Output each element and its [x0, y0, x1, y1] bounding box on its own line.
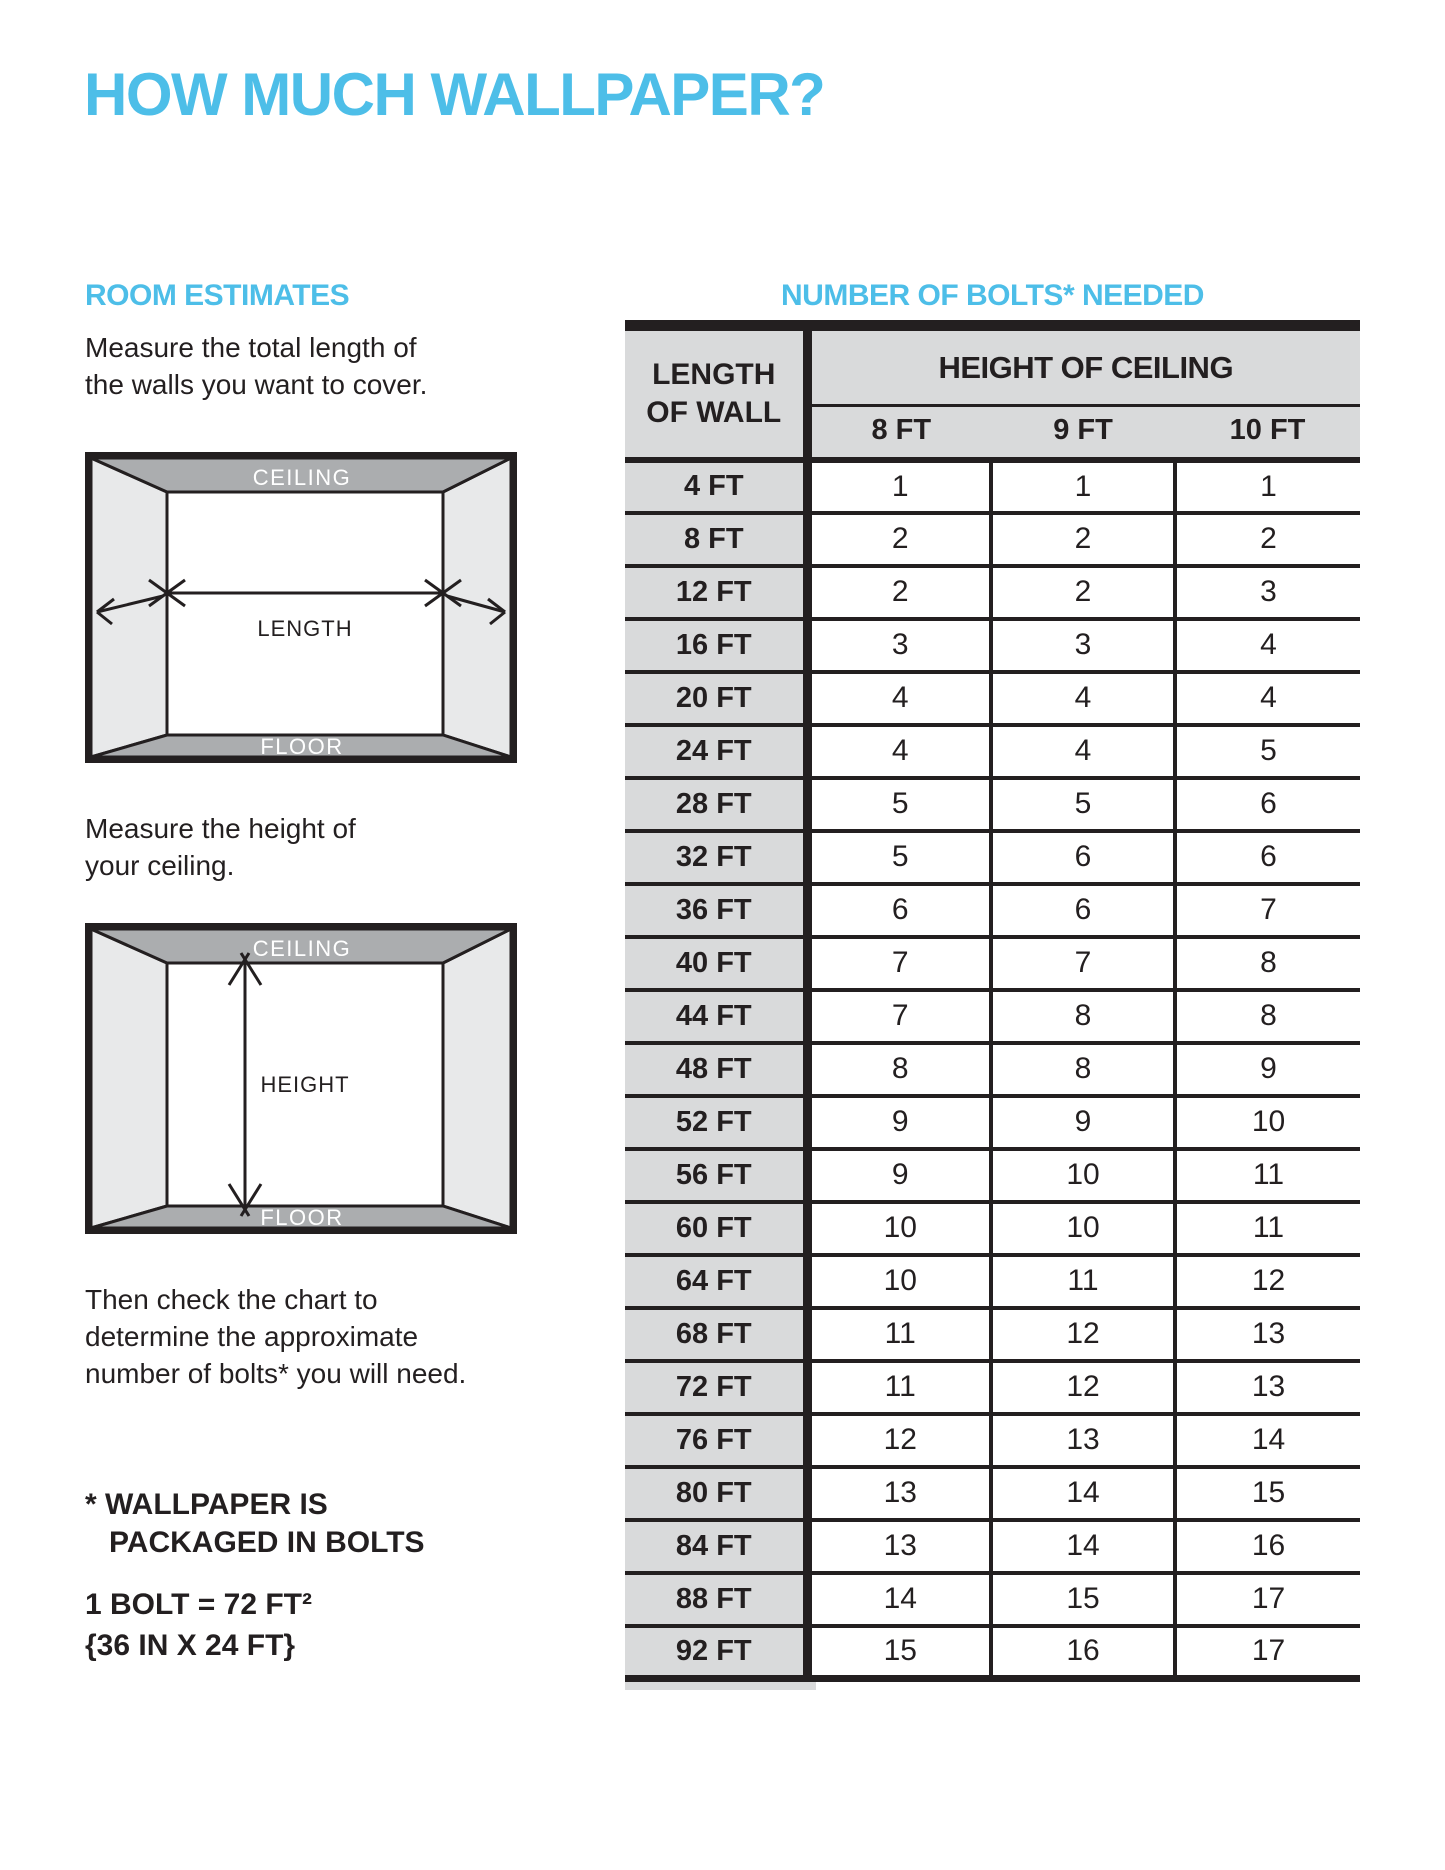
height-of-ceiling-header: HEIGHT OF CEILING [807, 326, 1360, 406]
bolt-count-cell: 6 [991, 831, 1175, 884]
bolt-count-cell: 3 [991, 619, 1175, 672]
bolt-count-cell: 11 [991, 1255, 1175, 1308]
bolt-count-cell: 4 [991, 672, 1175, 725]
bolt-count-cell: 2 [807, 566, 991, 619]
wall-length-label: 76 FT [625, 1414, 807, 1467]
bolt-count-cell: 5 [807, 831, 991, 884]
bolt-count-cell: 5 [991, 778, 1175, 831]
footnote-line-1: * WALLPAPER IS [85, 1488, 328, 1521]
bolt-count-cell: 15 [991, 1573, 1175, 1626]
step-check-chart: Then check the chart to determine the approximate number of bolts* you will need. [85, 1284, 467, 1389]
bolt-count-cell: 3 [1175, 566, 1360, 619]
bolt-count-cell: 12 [807, 1414, 991, 1467]
table-row [625, 937, 1360, 990]
room-box [88, 455, 514, 760]
table-row [625, 619, 1360, 672]
bolt-count-cell: 9 [807, 1149, 991, 1202]
bolt-count-cell: 6 [807, 884, 991, 937]
bolt-count-cell: 6 [991, 884, 1175, 937]
table-row [625, 1043, 1360, 1096]
wall-length-label: 28 FT [625, 778, 807, 831]
room-length-diagram [85, 452, 517, 763]
length-label: LENGTH [257, 616, 353, 641]
col-header-9ft: 9 FT [991, 406, 1175, 460]
bolt-count-cell: 13 [991, 1414, 1175, 1467]
bolt-count-cell: 8 [807, 1043, 991, 1096]
table-row [625, 831, 1360, 884]
bolt-count-cell: 6 [1175, 831, 1360, 884]
table-row [625, 1096, 1360, 1149]
bolt-count-cell: 13 [1175, 1308, 1360, 1361]
table-row [625, 884, 1360, 937]
bolt-count-cell: 8 [1175, 937, 1360, 990]
bolt-count-cell: 12 [991, 1361, 1175, 1414]
wall-length-label: 36 FT [625, 884, 807, 937]
wall-length-label: 4 FT [625, 460, 807, 513]
bolt-count-cell: 3 [807, 619, 991, 672]
bolt-count-cell: 4 [807, 672, 991, 725]
bolt-count-cell: 8 [991, 1043, 1175, 1096]
bolt-count-cell: 8 [1175, 990, 1360, 1043]
wall-length-label: 88 FT [625, 1573, 807, 1626]
table-row [625, 990, 1360, 1043]
footnote-line-2: PACKAGED IN BOLTS [109, 1526, 425, 1559]
table-row [625, 778, 1360, 831]
wallpaper-footnote [85, 1486, 425, 1562]
right-wall-face [443, 929, 511, 1228]
bolt-count-cell: 1 [807, 460, 991, 513]
table-row [625, 460, 1360, 513]
wall-length-label: 48 FT [625, 1043, 807, 1096]
back-wall-face [167, 492, 443, 735]
bolt-count-cell: 17 [1175, 1573, 1360, 1626]
wall-length-label: 92 FT [625, 1626, 807, 1679]
bolt-count-cell: 17 [1175, 1626, 1360, 1679]
floor-label: FLOOR [260, 1205, 344, 1230]
bolt-count-cell: 16 [991, 1626, 1175, 1679]
bolt-count-cell: 13 [807, 1520, 991, 1573]
bolt-count-cell: 12 [1175, 1255, 1360, 1308]
wall-length-label: 60 FT [625, 1202, 807, 1255]
bolt-count-cell: 14 [1175, 1414, 1360, 1467]
bolt-count-cell: 11 [1175, 1149, 1360, 1202]
bolts-table-wrap [625, 320, 1366, 1690]
bolt-count-cell: 1 [1175, 460, 1360, 513]
table-row [625, 1520, 1360, 1573]
bolt-count-cell: 10 [991, 1149, 1175, 1202]
bolt-count-cell: 1 [991, 460, 1175, 513]
col-header-10ft: 10 FT [1175, 406, 1360, 460]
table-row [625, 1414, 1360, 1467]
wall-length-label: 72 FT [625, 1361, 807, 1414]
table-footer-sliver [625, 1682, 816, 1690]
wall-length-label: 64 FT [625, 1255, 807, 1308]
bolt-count-cell: 9 [807, 1096, 991, 1149]
bolt-count-cell: 11 [1175, 1202, 1360, 1255]
bolt-count-cell: 13 [1175, 1361, 1360, 1414]
bolt-count-cell: 9 [991, 1096, 1175, 1149]
table-row [625, 1361, 1360, 1414]
wall-length-label: 52 FT [625, 1096, 807, 1149]
table-row [625, 513, 1360, 566]
table-row [625, 566, 1360, 619]
table-row [625, 1308, 1360, 1361]
bolt-count-cell: 11 [807, 1308, 991, 1361]
bolt-size-note: 1 BOLT = 72 FT² {36 IN X 24 FT} [85, 1588, 312, 1662]
wall-length-label: 84 FT [625, 1520, 807, 1573]
bolt-count-cell: 4 [1175, 619, 1360, 672]
bolt-count-cell: 2 [1175, 513, 1360, 566]
wall-length-label: 24 FT [625, 725, 807, 778]
bolt-count-cell: 10 [807, 1202, 991, 1255]
bolt-count-cell: 13 [807, 1467, 991, 1520]
bolts-table [625, 320, 1360, 1682]
length-of-wall-header: LENGTH OF WALL [625, 326, 807, 460]
step-measure-length: Measure the total length of the walls you want to cover. [85, 332, 428, 400]
wall-length-label: 56 FT [625, 1149, 807, 1202]
bolt-count-cell: 12 [991, 1308, 1175, 1361]
left-wall-face [91, 929, 167, 1228]
bolt-count-cell: 15 [807, 1626, 991, 1679]
bolt-count-cell: 2 [991, 513, 1175, 566]
wall-length-label: 20 FT [625, 672, 807, 725]
bolt-count-cell: 9 [1175, 1043, 1360, 1096]
bolt-count-cell: 5 [1175, 725, 1360, 778]
bolt-count-cell: 15 [1175, 1467, 1360, 1520]
wall-length-label: 80 FT [625, 1467, 807, 1520]
wall-length-label: 32 FT [625, 831, 807, 884]
table-row [625, 1467, 1360, 1520]
floor-label: FLOOR [260, 734, 344, 759]
bolt-count-cell: 14 [991, 1520, 1175, 1573]
table-row [625, 1626, 1360, 1679]
bolt-count-cell: 2 [991, 566, 1175, 619]
wall-length-label: 44 FT [625, 990, 807, 1043]
bolt-count-cell: 4 [1175, 672, 1360, 725]
wall-length-label: 40 FT [625, 937, 807, 990]
bolt-count-cell: 16 [1175, 1520, 1360, 1573]
step-measure-height: Measure the height of your ceiling. [85, 813, 356, 881]
bolt-count-cell: 2 [807, 513, 991, 566]
bolt-count-cell: 7 [1175, 884, 1360, 937]
bolt-count-cell: 14 [991, 1467, 1175, 1520]
table-row [625, 1573, 1360, 1626]
bolt-count-cell: 8 [991, 990, 1175, 1043]
room-height-diagram [85, 923, 517, 1234]
col-header-8ft: 8 FT [807, 406, 991, 460]
room-estimates-heading: ROOM ESTIMATES [85, 279, 350, 312]
table-row [625, 672, 1360, 725]
bolt-count-cell: 14 [807, 1573, 991, 1626]
wall-length-label: 8 FT [625, 513, 807, 566]
bolt-count-cell: 7 [807, 937, 991, 990]
page-title: HOW MUCH WALLPAPER? [84, 61, 825, 128]
bolt-count-cell: 6 [1175, 778, 1360, 831]
table-row [625, 1202, 1360, 1255]
table-header-row-1 [625, 326, 1360, 406]
bolt-count-cell: 11 [807, 1361, 991, 1414]
table-row [625, 725, 1360, 778]
bolt-count-cell: 10 [991, 1202, 1175, 1255]
bolt-count-cell: 7 [991, 937, 1175, 990]
bolt-count-cell: 7 [807, 990, 991, 1043]
bolt-count-cell: 10 [1175, 1096, 1360, 1149]
bolt-count-cell: 4 [991, 725, 1175, 778]
bolt-count-cell: 5 [807, 778, 991, 831]
table-row [625, 1149, 1360, 1202]
wall-length-label: 16 FT [625, 619, 807, 672]
ceiling-label: CEILING [252, 465, 352, 490]
wall-length-label: 12 FT [625, 566, 807, 619]
bolt-table-body [625, 460, 1360, 1679]
table-row [625, 1255, 1360, 1308]
wall-length-label: 68 FT [625, 1308, 807, 1361]
bolt-count-cell: 4 [807, 725, 991, 778]
bolts-needed-heading: NUMBER OF BOLTS* NEEDED [781, 279, 1204, 312]
bolt-count-cell: 10 [807, 1255, 991, 1308]
ceiling-label: CEILING [252, 936, 352, 961]
height-label: HEIGHT [260, 1072, 350, 1097]
